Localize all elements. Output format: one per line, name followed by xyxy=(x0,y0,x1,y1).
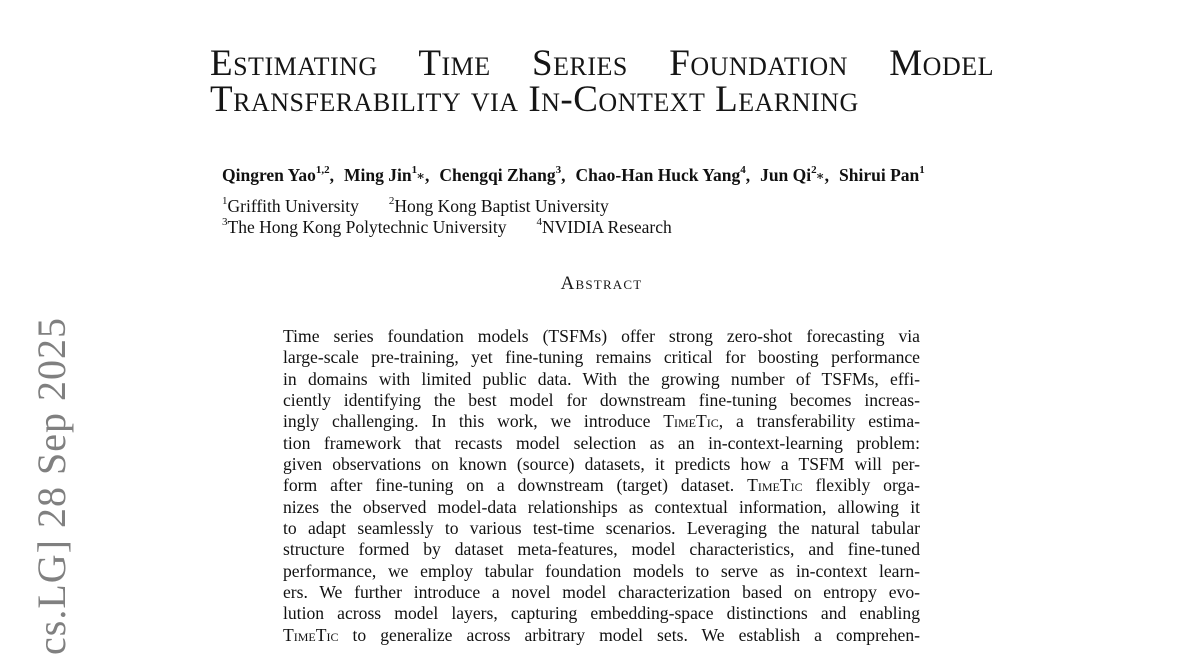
abstract-line: ciently identifying the best model for downstream fine-tuning becomes increas- xyxy=(283,390,920,411)
author: Jun Qi$^2$∗, xyxy=(760,164,830,185)
arxiv-watermark: cs.LG] 28 Sep 2025 xyxy=(29,317,74,655)
abstract-heading: Abstract xyxy=(560,273,643,294)
paper-title-line-1: Estimating Time Series Foundation Model xyxy=(210,43,994,84)
affiliation: $^4$NVIDIA Research xyxy=(536,215,672,237)
abstract-line: large-scale pre-training, yet fine-tuning remains critical for boosting performance xyxy=(283,347,920,368)
author: Chengqi Zhang$^3$, xyxy=(439,164,566,185)
abstract-line: performance, we employ tabular foundation models to serve as in-context learn- xyxy=(283,560,920,581)
affiliation: $^3$The Hong Kong Polytechnic University xyxy=(222,215,507,237)
abstract-line: structure formed by dataset meta-features, model characteristics, and fine-tuned xyxy=(283,539,920,560)
abstract-line: form after fine-tuning on a downstream (target) dataset. TimeTic flexibly orga- xyxy=(283,475,920,496)
author: Qingren Yao$^{1,2}$, xyxy=(222,164,334,185)
affiliation: $^2$Hong Kong Baptist University xyxy=(388,195,609,216)
abstract-line: nizes the observed model-data relationships as contextual information, allowing it xyxy=(283,496,920,517)
author: Chao-Han Huck Yang$^4$, xyxy=(575,164,751,185)
author: Shirui Pan$^1$ xyxy=(839,164,925,185)
affiliation-line xyxy=(222,217,982,238)
abstract-line: given observations on known (source) datasets, it predicts how a TSFM will per- xyxy=(283,454,920,475)
abstract-line: lution across model layers, capturing embedding-space distinctions and enabling xyxy=(283,603,920,624)
author: Ming Jin$^1$∗, xyxy=(343,164,430,185)
affiliation-line xyxy=(222,196,982,217)
abstract-line: to adapt seamlessly to various test-time scenarios. Leveraging the natural tabular xyxy=(283,518,920,539)
author-list xyxy=(222,164,1122,186)
abstract-line: in domains with limited public data. With the growing number of TSFMs, effi- xyxy=(283,368,920,389)
affiliation: $^1$Griffith University xyxy=(222,195,359,216)
abstract-line: ers. We further introduce a novel model characterization based on entropy evo- xyxy=(283,582,920,603)
abstract-line: tion framework that recasts model selection as an in-context-learning problem: xyxy=(283,432,920,453)
abstract-line: TimeTic to generalize across arbitrary model sets. We establish a comprehen- xyxy=(283,624,920,645)
abstract-line: Time series foundation models (TSFMs) offer strong zero-shot forecasting via xyxy=(283,326,920,346)
abstract-text xyxy=(283,326,920,646)
paper-title-line-2: Transferability via In-Context Learning xyxy=(210,78,859,120)
affiliation-list xyxy=(222,196,982,237)
abstract-line: ingly challenging. In this work, we introduce TimeTic, a transferability estima- xyxy=(283,411,920,432)
paper-title xyxy=(210,43,994,120)
